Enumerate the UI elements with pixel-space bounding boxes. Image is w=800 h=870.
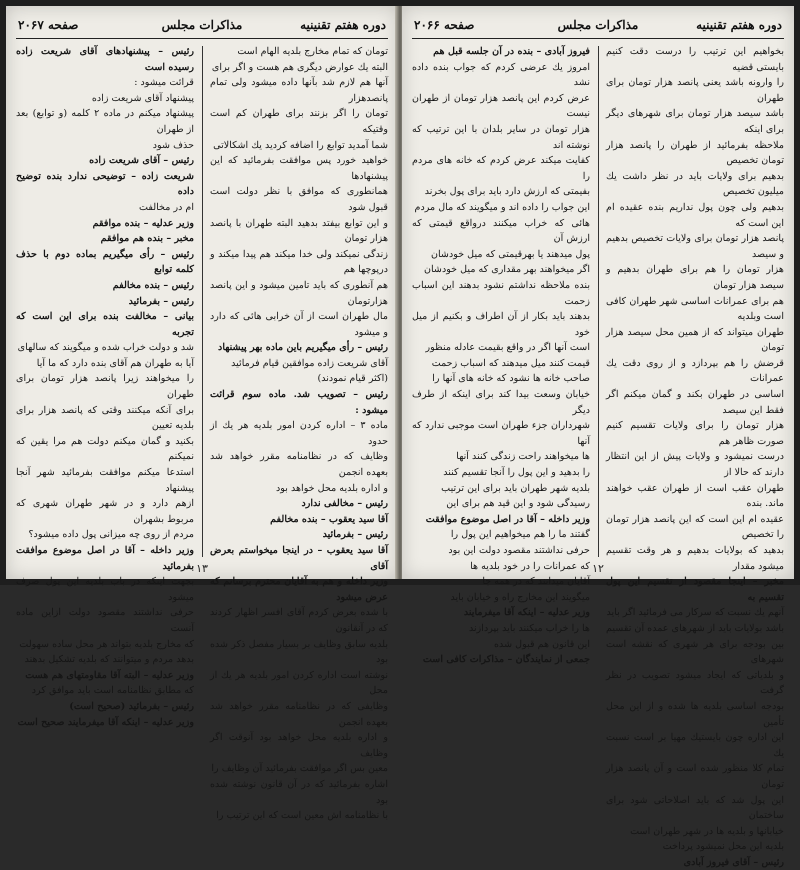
text-line: حرفى نداشتند مقصود دولت اين بود [448,545,590,556]
text-line: رئيس – تصويب شد. ماده سوم قرائت ميشود : [210,389,388,416]
text-line: و اين توابع بيفتد بدهيد البته طهران با پانصد هزار تومان [210,217,388,245]
text-line: رئيس – بفرمائيد [322,529,388,541]
text-line: آيا به طهران هم آقاى بنده دارد كه ما آيا [36,357,194,369]
text-line: وزير داخله – آقا در اصل موضوع موافقت [425,513,590,525]
text-line: پيشنهاد آقاى شريعت زاده [91,92,194,104]
text-line: بدهيم براى ولايات بايد در نظر داشت يك ميليون تخصيص [606,170,784,198]
text-line: با شده بعرض كردم آقاى افسر اظهار كردند كه در آنقانون [210,607,388,634]
text-line: خيابان وسعت بيدا كند براى اينكه از طرف ديگر [412,389,590,416]
left-header-title: مذاكرات مجلس [161,18,243,32]
text-line: را وارونه باشد يعنى پانصد هزار تومان براى طهران [606,77,784,104]
text-line: جمعى از نمايندگان – مذاكرات كافى است [422,654,590,666]
text-line: رسيدگى شود و اين قيد هم براى اين [446,498,590,510]
text-line: آقا سيد يعقوب – در اينجا ميخواستم بعرض آقاى [210,545,388,572]
right-page-footer: ۱۲ [592,562,604,575]
text-line: بفيمتى كه ارزش دارد بايد براى پول بخرند [424,186,590,198]
text-line: كه عمرانات را در خود بلديه ها [470,560,590,572]
text-line: طهران عقب است از طهران عقب خواهند ماند. بنده [606,482,784,510]
text-line: باشد بولايات بايد از شهرهاى عمده آن تقسيم [606,622,784,634]
left-header-page-number: صفحه ۲۰۶۷ [18,18,79,32]
text-line: بلديه اين محل نميشود پرداخت [662,841,784,853]
text-line: آقايان ميدانند كه در همه جا [482,576,590,588]
column-divider [202,46,203,557]
text-line: نوشته است اداره كردن امور بلديه هر يك از محل [210,669,388,697]
left-page-footer: ۱۳ [196,562,208,575]
text-line: ميگويند اين مخارج راه و خيابان بايد [450,591,590,603]
text-line: رئيس – بفرمائيد [128,295,194,307]
text-line: وظايف كه در نظامنامه مقرر خواهد شد بعهده انجمن [210,451,388,479]
text-line: بدهد مردم و ميتوانند كه بلديه تشكيل بدهند [24,654,194,666]
text-line: همانطورى كه موافق با نظر دولت است قبول شود [210,186,388,213]
text-line: بنده ملاحظه نداشتم نشود بدهند اين اسباب زحمت [412,279,590,307]
text-line: هم آنطورى كه بايد تامين ميشود و اين پانصد هزارتومان [210,279,388,307]
text-line: آقاى شريعت زاده موافقين قيام فرمائيد [231,357,388,369]
left-page-right-column [210,44,388,822]
text-line: پيشنهاد ميكنم در ماده ۲ كلمه (و توابع) بعد از طهران [16,108,194,135]
text-line: كه مخارج بلديه بتواند هر محل ساده سهولت [19,638,194,650]
text-line: تمام كلا منظور شده است و آن پانصد هزار تومان [606,763,784,790]
text-line: پول ميدهند يا بهرقيمتى كه ميل خودشان [430,248,590,260]
text-line: تومان كه تمام مخارج بلديه الهام است [237,46,388,57]
text-line: بلديه شهر طهران بايد براى اين ترتيب [441,482,590,494]
text-line: هزار تومان را براى ولايات تقسيم كنيم صورت ظاهر هم [606,420,784,447]
text-line: ام در مخالفت [138,201,194,213]
text-line: خيابانها و بلديه ها در شهر طهران است [630,825,784,837]
text-line: شد و دولت خراب شده و ميگويند كه سالهاى [17,342,194,354]
text-line: بدهيم ولى چون پول نداريم بنده عقيده ام اين است كه [606,201,784,229]
text-line: رئيس – بفرمائيد (صحيح است) [69,700,194,712]
text-line: و بلدياتى كه ايجاد ميشود تصويب در نظر گرفت [606,669,784,697]
text-line: با نظامنامه اش معين است كه اين ترتيب را [216,810,388,822]
text-line: پانصد هزار تومان براى ولايات تخصيص بدهيم و سيصد [606,233,784,260]
text-line: اين قانون هم قبول شده [494,638,590,650]
text-line: حرفى نداشتند مقصود دولت ازاين ماده آنست [16,607,194,634]
text-line: قرائت ميشود : [134,77,194,89]
text-line: مال طهران است از آن خرابى هائى كه دارد و ميشود [210,311,388,338]
text-line: آقا سيد يعقوب – بنده مخالفم [270,513,388,525]
right-page-left-column [412,44,590,666]
text-line: البته يك عوارض ديگرى هم هست و اگر براى [211,61,388,73]
text-line: باشد سيصد هزار تومان براى شهرهاى ديگر براى اينكه [606,108,784,135]
left-header-label: دوره هفتم تقنينيه [300,18,386,32]
text-line: هزار تومان را هم براى طهران بدهيم و سيصد هزار تومان [606,264,784,291]
text-line: وظايفى كه در نظامنامه مقرر خواهد شد بعهده انجمن [210,700,388,728]
left-page-header [16,12,388,39]
text-line: وزير عدليه – البته آقا مقاومتهاى هم هست [25,669,194,681]
text-line: قرضش را هم بپردازد و از روى دقت يك عمرانات [606,357,784,385]
text-line: براى آنكه ميكنند وقتى كه پانصد هزار براى بلديه تعيين [16,404,194,432]
text-line: رئيس – رأى ميگيريم باين ماده بهر پيشنهاد [218,342,388,354]
text-line: بخواهيم اين ترتيب را درست دقت كنيم بايستى قضيه [606,46,784,73]
text-line: اگر ميخواهند بهر مقدارى كه ميل خودشان [423,264,590,276]
text-line: را ميخواهند زيرا پانصد هزار تومان براى طهران [16,373,194,401]
text-line: بكنيد و گمان ميكنم دولت هم مرا يقين كه نميكنم [16,435,194,463]
right-page-right-column [606,44,784,868]
text-line: عقيده ام اين است كه اين پانصد هزار تومان را تخصيص [606,513,784,541]
left-page-left-column [16,44,194,728]
text-line: آنها هم لازم شد بآنها داده ميشود ولى تمام پانصدهزار [210,77,388,104]
left-page [6,6,398,822]
text-line: خواهيد خورد پس موافقت بفرمائيد كه اين پيشنهادها [210,155,388,182]
text-line: حذف شود [152,139,194,151]
text-line: طهران ميتواند كه از همين محل سيصد هزار تومان [606,326,784,354]
text-line: را بدهيد و اين پول را آنجا تقسيم كنند [443,467,590,479]
text-line: شريعت زاده – توضيحى ندارد بنده توضيح داده [16,170,194,198]
text-line: وزير عدليه – بنده موافقم [92,217,194,229]
text-line: بيانى – مخالفت بنده براى اين است كه تجربه [16,311,194,338]
text-line: رئيس – پيشنهادهاى آقاى شريعت زاده رسيده است [16,46,194,73]
text-line: وزير داخله – آقا در اصل موضوع موافقت بفرمائيد [16,545,194,572]
column-divider [598,46,599,557]
text-line: استدعا ميكنم موافقت بفرمائيد شهر آنجا پيشنهاد [16,467,194,494]
text-line: آنهم يك نسبت كه سركار مى فرمائيد اگر بايد [606,607,784,619]
text-line: بدهند بايد بكار از آن اطراف و بكنيم از ميل خود [412,311,590,338]
text-line: ملاحظه بفرمائيد از طهران را پانصد هزار تومان تخصيص [606,139,784,167]
text-line: كفايت ميكند عرض كردم كه خانه هاى مردم را [412,155,590,182]
text-line: رئيس – رأى ميگيريم بماده دوم با حذف كلمه توابع [16,248,194,276]
text-line: اشاره بفرمائيد كه در آن قانون نوشته شده بود [210,778,388,806]
text-line: ماده ۳ – اداره كردن امور بلديه هر يك از حدود [210,420,388,447]
text-line: بلديه سابق وظايف بر بسيار مفصل ذكر شده بود [210,638,388,666]
right-page [402,6,794,868]
text-line: فيروز آبادى – بنده در آن جلسه قبل هم [433,46,590,57]
text-line: امروز يك عرضى كردم كه جواب بنده داده نشد [412,61,590,89]
text-line: مردم از روى چه ميزانى پول داده ميشود؟ [28,529,194,541]
text-line: است آنها اگر در واقع بقيمت عادله منظور [425,342,590,354]
text-line: هزار تومان در ساير بلدان با اين ترتيب كه نوشته اند [412,123,590,151]
text-line: وزير عدليه – اينكه آقا ميفرمايند صحيح است [17,716,194,728]
text-line: ها ميخواهند راحت زندگى كنند آنها [456,451,590,463]
right-header-page-number: صفحه ۲۰۶۶ [414,18,475,32]
text-line: رئيس – آقاى شريعت زاده [89,155,194,167]
text-line: كه مطابق نظامنامه است بايد موافق كرد [31,685,194,697]
text-line: (اكثر قيام نمودند) [317,373,388,385]
text-line: هائى كه خراب ميكنند درواقع قيمتى كه ارزش آن [412,217,590,245]
text-line: وزير عدليه – اينكه آقا ميفرمايند [463,607,590,619]
right-header-title: مذاكرات مجلس [557,18,639,32]
text-line: اين جواب را داده اند و ميگويند كه مال مردم [414,201,590,213]
text-line: بودجه اساسى بلديه ها شده و از اين محل تأمين [606,700,784,728]
text-line: اساسى در طهران بكند و گمان ميكنم اگر فقط اين سيصد [606,389,784,416]
text-line: تومان را اگر بزنند براى طهران كم است وقتيكه [210,108,388,135]
text-line: بجهت اينكه در باب بلديه اين پول صرف ميشود [16,576,194,603]
text-line: رئيس – مخالفى ندارد [301,498,388,510]
text-line: رئيس – بنده مخالفم [112,279,194,291]
text-line: ها را خراب ميكنند بايد بپردازند [468,622,590,634]
text-line: صاحب خانه ها نشود كه خانه هاى آنها را [432,373,590,385]
text-line: ازهم دارد و در شهر طهران شهرى كه مربوط بشهران [16,498,194,525]
text-line: زندگى نميكند ولى خدا ميكند هم پيدا ميكند و درپوچها هم [210,248,388,276]
text-line: مخبر – اينجا مقصود از تقسيم اين پول تقسيم به [606,576,784,603]
text-line: قيمت كنند ميل ميدهند كه اسباب زحمت [431,357,590,369]
text-line: هم براى عمرانات اساسى شهر طهران كافى است وبلديه [606,295,784,323]
right-header-label: دوره هفتم تقنينيه [696,18,782,32]
text-line: اين اداره چون بايستيك مهيا بر است نسبت يك [606,732,784,759]
text-line: وزير داخله و هم به آقايان محترم برسانم كه عرض ميشود [210,576,388,603]
text-line: بدهيد كه بولايات بدهيم و هر وقت تقسيم ميشود مقدار [606,545,784,572]
text-line: اين پول شد كه بايد اصلاحاتى شود براى ساختمان [606,794,784,822]
right-page-header [412,12,784,39]
text-line: بين بودجه براى هر شهرى كه نقشه است شهرهاى [606,638,784,666]
text-line: شهرداران جزء طهران است موجبى ندارد كه آنها [412,420,590,447]
text-line: معين بس اگر موافقت بفرمائيد آن وظايف را [211,763,388,775]
text-line: عرض كردم اين پانصد هزار تومان از طهران نيست [412,92,590,120]
text-line: و اداره بلديه محل خواهد بود [276,482,388,494]
text-line: و اداره بلديه محل خواهد بود آنوقت اگر وظايف [210,732,388,759]
text-line: شما آمديد توابع را اضافه كرديد يك اشكالاتى [213,139,388,151]
text-line: رئيس – آقاى فيروز آبادى [683,856,784,868]
text-line: درست نميشود و ولايات پيش از اين انتظار دارند كه حالا از [606,451,784,479]
text-line: گفتند ما را هم ميخواهيم اين پول را [450,529,590,541]
text-line: مخبر – بنده هم موافقم [100,233,194,245]
